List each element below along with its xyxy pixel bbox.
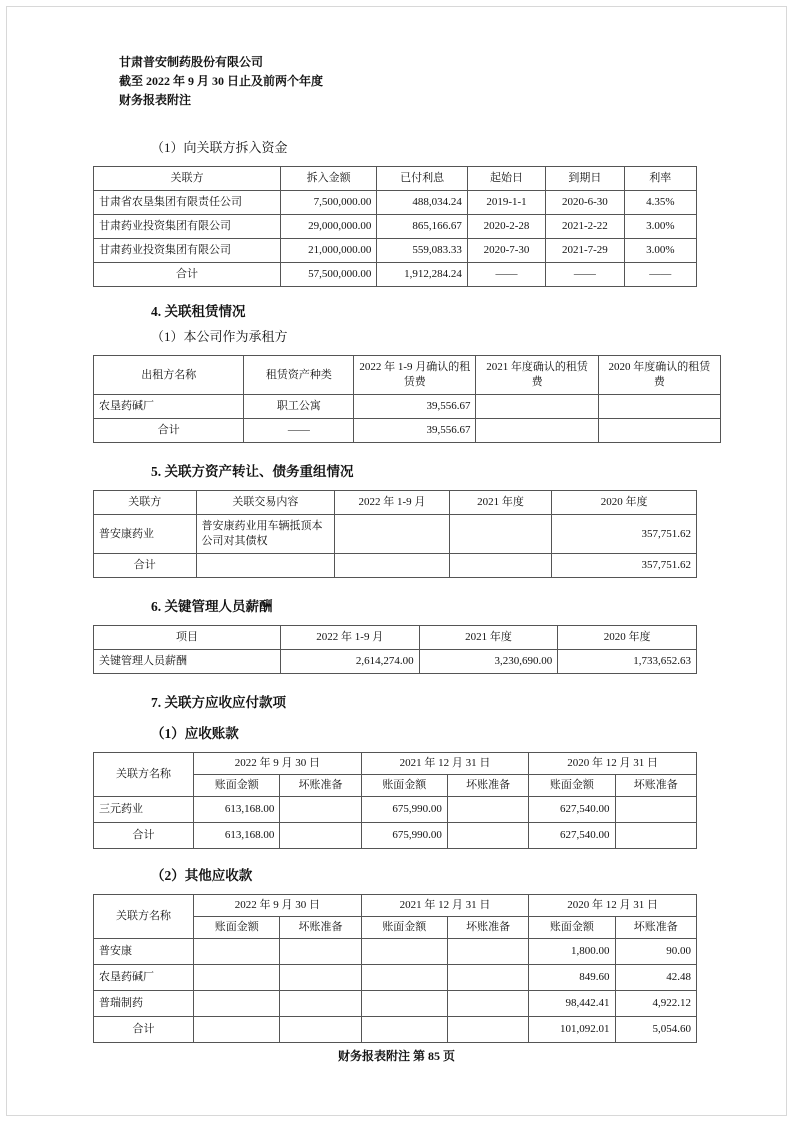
header-row bbox=[94, 356, 721, 395]
table-cell: 合计 bbox=[94, 263, 281, 287]
table-cell: 21,000,000.00 bbox=[280, 239, 376, 263]
table-cell: 2019-1-1 bbox=[467, 191, 545, 215]
table-cell: 613,168.00 bbox=[194, 823, 280, 849]
table-row bbox=[94, 939, 697, 965]
table-cell bbox=[361, 991, 447, 1017]
section-subtitle-lessee: （1）本公司作为承租方 bbox=[151, 329, 288, 344]
page-content bbox=[93, 139, 711, 1061]
table-cell: 合计 bbox=[94, 1017, 194, 1043]
table-cell: 7,500,000.00 bbox=[280, 191, 376, 215]
table-cell: 三元药业 bbox=[94, 797, 194, 823]
table-cell: 42.48 bbox=[615, 965, 696, 991]
table-row bbox=[94, 991, 697, 1017]
table-cell: 675,990.00 bbox=[361, 823, 447, 849]
total-row bbox=[94, 554, 697, 578]
col-header: 2022 年 9 月 30 日 bbox=[194, 895, 362, 917]
table-cell: 普瑞制药 bbox=[94, 991, 194, 1017]
table-cell: 合计 bbox=[94, 419, 244, 443]
table-cell: —— bbox=[546, 263, 624, 287]
col-header: 租赁资产种类 bbox=[244, 356, 354, 395]
col-header: 关联方名称 bbox=[94, 895, 194, 939]
col-header: 账面金额 bbox=[194, 775, 280, 797]
section-title-asset-transfer: 5. 关联方资产转让、债务重组情况 bbox=[151, 464, 354, 479]
table-cell bbox=[615, 797, 696, 823]
table-cell: 关键管理人员薪酬 bbox=[94, 650, 281, 674]
col-header: 坏账准备 bbox=[447, 775, 528, 797]
document-page bbox=[6, 6, 787, 1116]
table-cell bbox=[598, 419, 720, 443]
table-row bbox=[94, 965, 697, 991]
col-header: 2021 年度 bbox=[449, 491, 552, 515]
table-cell bbox=[194, 1017, 280, 1043]
table-cell bbox=[447, 823, 528, 849]
table-cell: 357,751.62 bbox=[552, 515, 697, 554]
col-header: 2022 年 1-9 月 bbox=[280, 626, 419, 650]
col-header: 账面金额 bbox=[194, 917, 280, 939]
section-title-key-management: 6. 关键管理人员薪酬 bbox=[151, 599, 273, 614]
table-cell: 39,556.67 bbox=[354, 419, 476, 443]
col-header: 账面金额 bbox=[361, 917, 447, 939]
table-cell bbox=[476, 419, 598, 443]
table-cell bbox=[476, 395, 598, 419]
table-cell bbox=[447, 965, 528, 991]
table-cell bbox=[361, 939, 447, 965]
table-cell: 849.60 bbox=[529, 965, 615, 991]
col-header: 项目 bbox=[94, 626, 281, 650]
table-cell: —— bbox=[467, 263, 545, 287]
table-cell: 2020-2-28 bbox=[467, 215, 545, 239]
table-cell: 90.00 bbox=[615, 939, 696, 965]
col-header: 坏账准备 bbox=[615, 917, 696, 939]
col-header: 账面金额 bbox=[529, 917, 615, 939]
col-header: 利率 bbox=[624, 167, 696, 191]
col-header: 2020 年 12 月 31 日 bbox=[529, 753, 697, 775]
report-period: 截至 2022 年 9 月 30 日止及前两个年度 bbox=[119, 74, 324, 88]
col-header: 2020 年度确认的租赁费 bbox=[598, 356, 720, 395]
table-cell: 865,166.67 bbox=[377, 215, 467, 239]
col-header: 2020 年度 bbox=[558, 626, 697, 650]
total-row bbox=[94, 263, 697, 287]
table-cell bbox=[194, 939, 280, 965]
table-cell: 甘肃药业投资集团有限公司 bbox=[94, 215, 281, 239]
table-cell: —— bbox=[624, 263, 696, 287]
table-row bbox=[94, 215, 697, 239]
table-cell: 98,442.41 bbox=[529, 991, 615, 1017]
table-cell: 29,000,000.00 bbox=[280, 215, 376, 239]
col-header: 账面金额 bbox=[361, 775, 447, 797]
table-cell: 普安康药业 bbox=[94, 515, 197, 554]
section-title-receivables-payables: 7. 关联方应收应付款项 bbox=[151, 695, 286, 710]
col-header: 已付利息 bbox=[377, 167, 467, 191]
col-header: 账面金额 bbox=[529, 775, 615, 797]
page-footer: 财务报表附注 第 85 页 bbox=[337, 1049, 455, 1063]
table-cell: 5,054.60 bbox=[615, 1017, 696, 1043]
total-row bbox=[94, 1017, 697, 1043]
col-header: 坏账准备 bbox=[280, 775, 361, 797]
table-cell: 合计 bbox=[94, 823, 194, 849]
table-cell: 675,990.00 bbox=[361, 797, 447, 823]
document-title: 财务报表附注 bbox=[119, 93, 192, 107]
section-title-leases: 4. 关联租赁情况 bbox=[151, 304, 246, 319]
table-cell bbox=[335, 554, 450, 578]
key-management-compensation-table bbox=[93, 625, 697, 674]
header-row bbox=[94, 895, 697, 917]
table-cell: 57,500,000.00 bbox=[280, 263, 376, 287]
table-cell: —— bbox=[244, 419, 354, 443]
table-cell: 甘肃省农垦集团有限责任公司 bbox=[94, 191, 281, 215]
col-header: 拆入金额 bbox=[280, 167, 376, 191]
document-header bbox=[119, 53, 323, 110]
lease-expense-table bbox=[93, 355, 721, 443]
table-cell: 39,556.67 bbox=[354, 395, 476, 419]
table-cell: 2020-7-30 bbox=[467, 239, 545, 263]
table-cell: 职工公寓 bbox=[244, 395, 354, 419]
table-cell bbox=[280, 939, 361, 965]
table-cell: 3.00% bbox=[624, 239, 696, 263]
col-header: 到期日 bbox=[546, 167, 624, 191]
table-cell: 3,230,690.00 bbox=[419, 650, 558, 674]
col-header: 2020 年 12 月 31 日 bbox=[529, 895, 697, 917]
total-row bbox=[94, 419, 721, 443]
table-cell: 2021-7-29 bbox=[546, 239, 624, 263]
col-header: 2022 年 9 月 30 日 bbox=[194, 753, 362, 775]
table-cell: 627,540.00 bbox=[529, 797, 615, 823]
table-cell: 甘肃药业投资集团有限公司 bbox=[94, 239, 281, 263]
table-cell: 488,034.24 bbox=[377, 191, 467, 215]
table-cell: 559,083.33 bbox=[377, 239, 467, 263]
header-row bbox=[94, 167, 697, 191]
col-header: 2021 年度 bbox=[419, 626, 558, 650]
col-header: 关联交易内容 bbox=[196, 491, 335, 515]
table-cell bbox=[361, 1017, 447, 1043]
col-header: 2022 年 1-9 月确认的租赁费 bbox=[354, 356, 476, 395]
table-cell: 1,800.00 bbox=[529, 939, 615, 965]
table-cell: 2,614,274.00 bbox=[280, 650, 419, 674]
table-cell bbox=[598, 395, 720, 419]
table-cell bbox=[447, 939, 528, 965]
table-cell bbox=[447, 1017, 528, 1043]
table-cell: 3.00% bbox=[624, 215, 696, 239]
section-title-borrow-funds: （1）向关联方拆入资金 bbox=[151, 140, 288, 155]
table-row bbox=[94, 395, 721, 419]
table-cell: 1,912,284.24 bbox=[377, 263, 467, 287]
table-cell bbox=[280, 1017, 361, 1043]
table-cell bbox=[194, 965, 280, 991]
table-cell bbox=[280, 991, 361, 1017]
col-header: 起始日 bbox=[467, 167, 545, 191]
col-header: 2022 年 1-9 月 bbox=[335, 491, 450, 515]
table-cell bbox=[335, 515, 450, 554]
header-row bbox=[94, 626, 697, 650]
col-header: 关联方 bbox=[94, 491, 197, 515]
table-cell: 普安康药业用车辆抵顶本公司对其债权 bbox=[196, 515, 335, 554]
table-cell bbox=[447, 797, 528, 823]
subsection-title-other-receivables: （2）其他应收款 bbox=[151, 868, 253, 883]
other-receivables-table bbox=[93, 894, 697, 1043]
table-cell bbox=[280, 823, 361, 849]
table-cell bbox=[280, 965, 361, 991]
col-header: 关联方 bbox=[94, 167, 281, 191]
col-header: 坏账准备 bbox=[615, 775, 696, 797]
table-cell bbox=[361, 965, 447, 991]
table-cell: 合计 bbox=[94, 554, 197, 578]
table-cell: 4.35% bbox=[624, 191, 696, 215]
table-cell bbox=[449, 554, 552, 578]
table-row bbox=[94, 515, 697, 554]
col-header: 坏账准备 bbox=[447, 917, 528, 939]
table-row bbox=[94, 191, 697, 215]
header-row bbox=[94, 491, 697, 515]
table-cell: 357,751.62 bbox=[552, 554, 697, 578]
table-cell: 4,922.12 bbox=[615, 991, 696, 1017]
company-name: 甘肃普安制药股份有限公司 bbox=[119, 55, 264, 69]
table-row bbox=[94, 797, 697, 823]
asset-transfer-table bbox=[93, 490, 697, 578]
table-cell: 627,540.00 bbox=[529, 823, 615, 849]
table-cell bbox=[615, 823, 696, 849]
header-row bbox=[94, 753, 697, 775]
col-header: 关联方名称 bbox=[94, 753, 194, 797]
table-cell: 2020-6-30 bbox=[546, 191, 624, 215]
table-cell bbox=[196, 554, 335, 578]
table-cell: 普安康 bbox=[94, 939, 194, 965]
col-header: 坏账准备 bbox=[280, 917, 361, 939]
total-row bbox=[94, 823, 697, 849]
table-cell: 2021-2-22 bbox=[546, 215, 624, 239]
table-cell: 农垦药碱厂 bbox=[94, 395, 244, 419]
accounts-receivable-table bbox=[93, 752, 697, 849]
col-header: 出租方名称 bbox=[94, 356, 244, 395]
table-row bbox=[94, 239, 697, 263]
table-cell: 农垦药碱厂 bbox=[94, 965, 194, 991]
table-cell: 1,733,652.63 bbox=[558, 650, 697, 674]
table-cell bbox=[194, 991, 280, 1017]
related-party-borrowings-table bbox=[93, 166, 697, 287]
col-header: 2021 年 12 月 31 日 bbox=[361, 895, 529, 917]
table-cell bbox=[280, 797, 361, 823]
table-row bbox=[94, 650, 697, 674]
col-header: 2021 年 12 月 31 日 bbox=[361, 753, 529, 775]
table-cell bbox=[447, 991, 528, 1017]
col-header: 2021 年度确认的租赁费 bbox=[476, 356, 598, 395]
subsection-title-accounts-receivable: （1）应收账款 bbox=[151, 726, 239, 741]
table-cell: 613,168.00 bbox=[194, 797, 280, 823]
table-cell bbox=[449, 515, 552, 554]
col-header: 2020 年度 bbox=[552, 491, 697, 515]
table-cell: 101,092.01 bbox=[529, 1017, 615, 1043]
